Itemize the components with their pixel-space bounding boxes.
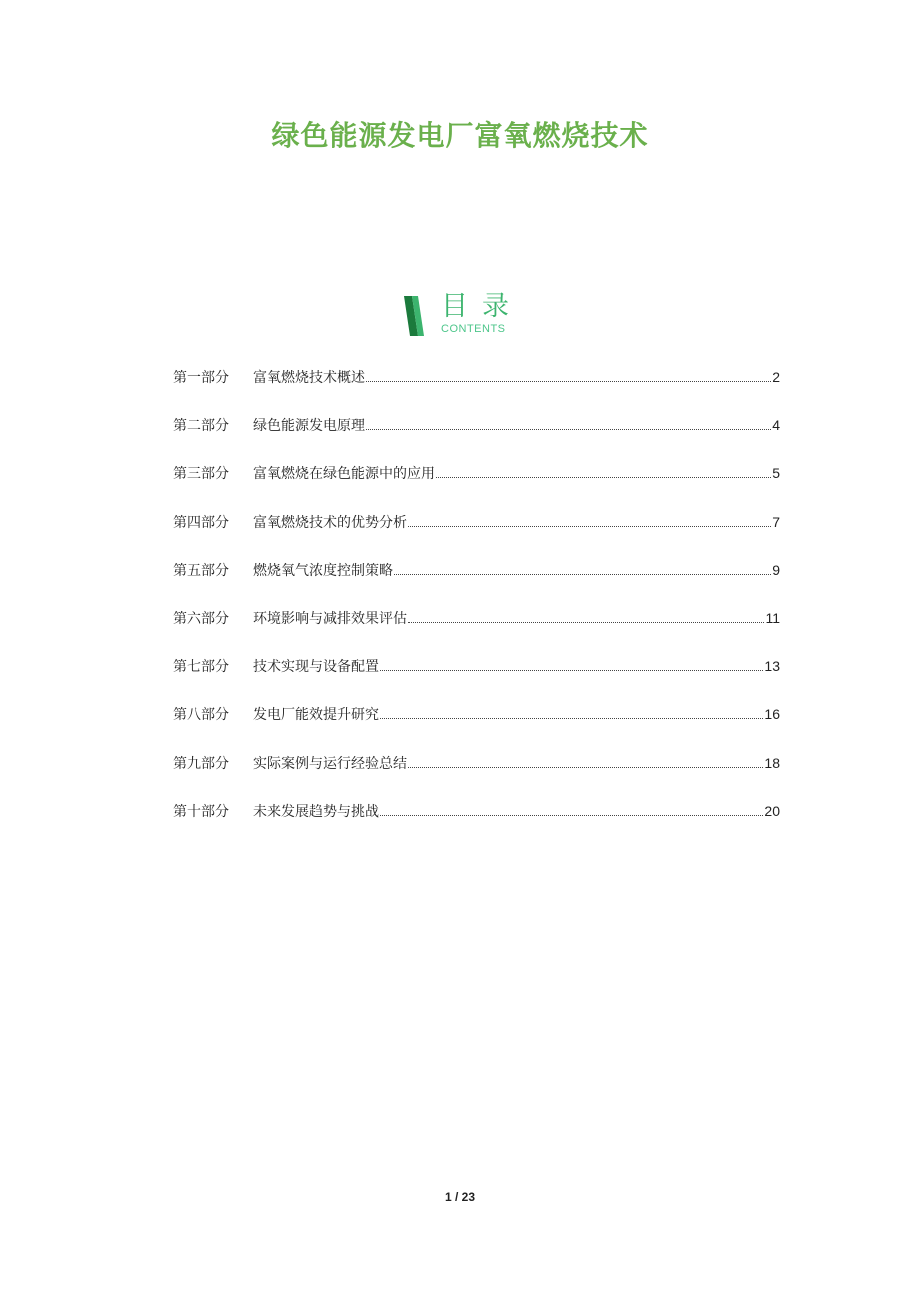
toc-heading-title: 目录 [441, 291, 523, 322]
toc-entry-part: 第四部分 [173, 514, 229, 531]
toc-entry-part: 第十部分 [173, 803, 229, 820]
toc-entry-leader [380, 718, 763, 719]
toc-entry[interactable] [173, 511, 780, 559]
toc-entry-title: 环境影响与减排效果评估 [253, 610, 407, 627]
toc-entry-part: 第六部分 [173, 610, 229, 627]
toc-entry[interactable] [173, 559, 780, 607]
toc-entry-leader [366, 381, 771, 382]
toc-entry-page: 4 [772, 417, 780, 434]
toc-entry[interactable] [173, 655, 780, 703]
toc-heading-subtitle: CONTENTS [441, 323, 506, 335]
toc-entry-leader [436, 477, 771, 478]
toc-entry-title: 未来发展趋势与挑战 [253, 803, 379, 820]
toc-entry-page: 20 [764, 802, 780, 819]
toc-entry-title: 绿色能源发电原理 [253, 418, 365, 435]
toc-entry[interactable] [173, 414, 780, 462]
toc-entry-title: 技术实现与设备配置 [253, 659, 379, 676]
toc-entry[interactable] [173, 800, 780, 848]
toc-entry-leader [394, 574, 771, 575]
toc-entry-page: 16 [764, 706, 780, 723]
toc-entry[interactable] [173, 703, 780, 751]
page-indicator: 1 / 23 [444, 1190, 476, 1204]
toc-entry[interactable] [173, 366, 780, 414]
toc-entry-title: 富氧燃烧在绿色能源中的应用 [253, 466, 435, 483]
document-title: 绿色能源发电厂富氧燃烧技术 [271, 119, 649, 152]
toc-entry-leader [380, 670, 763, 671]
toc-entry-part: 第八部分 [173, 707, 229, 724]
toc-heading [404, 291, 534, 340]
toc-entry-title: 富氧燃烧技术概述 [253, 370, 365, 386]
toc-entry-leader [380, 815, 763, 816]
toc-entry-page: 18 [764, 754, 780, 771]
toc-entry-leader [408, 622, 764, 623]
toc-entry-leader [408, 767, 763, 768]
toc-entry-part: 第五部分 [173, 562, 229, 579]
toc-entry-page: 2 [772, 369, 780, 385]
toc-entry-page: 7 [772, 513, 780, 530]
toc-entry-title: 实际案例与运行经验总结 [253, 755, 407, 772]
toc-entry[interactable] [173, 752, 780, 800]
toc-entry-part: 第二部分 [173, 418, 229, 435]
toc-entry-page: 13 [764, 658, 780, 675]
toc-entry-page: 5 [772, 465, 780, 482]
toc-entry[interactable] [173, 607, 780, 655]
green-slanted-bar-icon [404, 296, 426, 336]
toc-entry-part: 第九部分 [173, 755, 229, 772]
toc-entry-title: 发电厂能效提升研究 [253, 707, 379, 724]
toc-entry-part: 第三部分 [173, 466, 229, 483]
toc-entry-part: 第一部分 [173, 370, 229, 386]
toc-entry-leader [366, 429, 771, 430]
toc-entry-page: 9 [772, 561, 780, 578]
toc-entry-title: 富氧燃烧技术的优势分析 [253, 514, 407, 531]
toc-list [173, 366, 780, 848]
toc-entry-part: 第七部分 [173, 659, 229, 676]
toc-entry-page: 11 [765, 609, 780, 626]
toc-entry-leader [408, 526, 771, 527]
toc-entry-title: 燃烧氧气浓度控制策略 [253, 562, 393, 579]
toc-entry[interactable] [173, 462, 780, 510]
